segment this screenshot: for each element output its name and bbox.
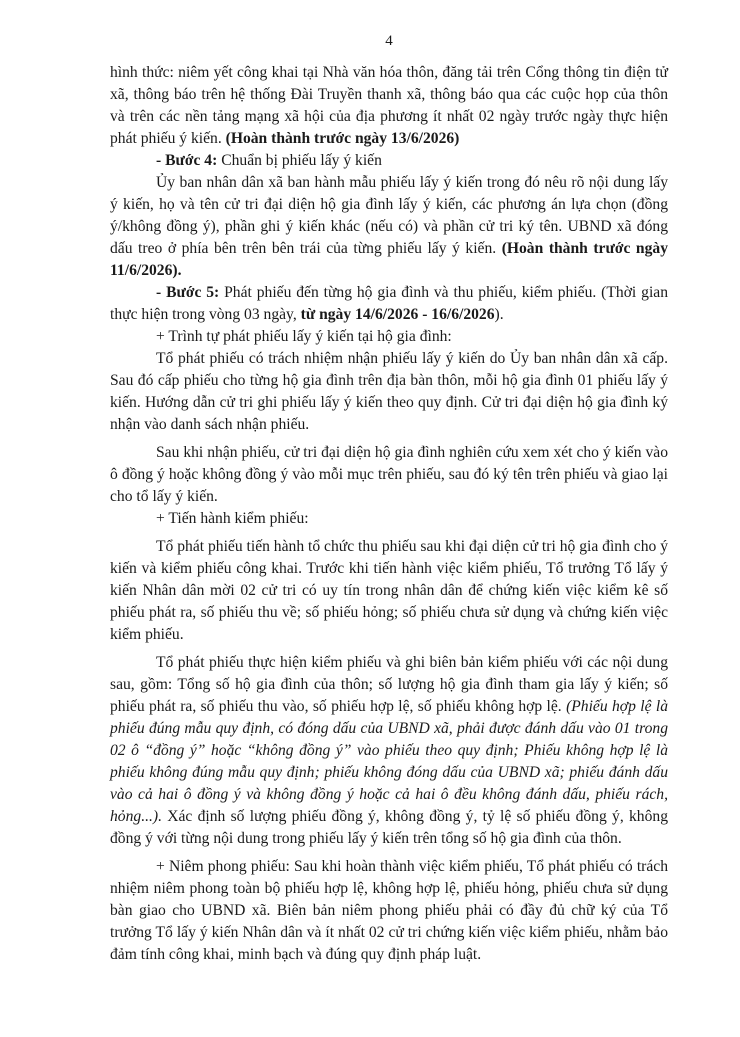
valid-ballot-definition: (Phiếu hợp lệ là phiếu đúng mẫu quy định, có đóng dấu của UBND xã, phải được đánh dấu vào 01 trong 02 ô “đồng ý” hoặc “không đồng ý” vào phiếu theo quy định; Phiếu không hợp lệ là phiếu không đúng mẫu quy định; phiếu không đóng dấu của UBND xã; phiếu đánh dấu vào cả hai ô đồng ý và không đồng ý hoặc cả hai ô đều không đánh dấu, phiếu rách, hỏng...). [110,698,668,825]
step-text: Phát phiếu đến từng hộ gia đình và thu phiếu, kiểm phiếu. (Thời gian thực hiện trong vòng 03 ngày, [110,284,668,323]
page-number: 4 [385,33,393,49]
paragraph-distribution: Tổ phát phiếu có trách nhiệm nhận phiếu lấy ý kiến do Ủy ban nhân dân xã cấp. Sau đó cấp phiếu cho từng hộ gia đình trên địa bàn thôn, mỗi hộ gia đình 01 phiếu lấy ý kiến. Hướng dẫn cử tri ghi phiếu lấy ý kiến theo quy định. Cử tri đại diện hộ gia đình ký nhận vào danh sách nhận phiếu. [110,350,668,433]
step-text-end: ). [494,306,504,323]
paragraph-counting-minutes [110,652,668,850]
paragraph-text: Ủy ban nhân dân xã ban hành mẫu phiếu lấy ý kiến trong đó nêu rõ nội dung lấy ý kiến, họ và tên cử tri đại diện hộ gia đình lấy ý kiến, các phương án lựa chọn (đồng ý/không đồng ý), phần ghi ý kiến khác (nếu có) và phần cử tri ký tên. UBND xã đóng dấu treo ở phía bên trên bên trái của từng phiếu lấy ý kiến. [110,174,668,257]
deadline-text: (Hoàn thành trước ngày 11/6/2026). [110,240,668,279]
paragraph-voter-response: Sau khi nhận phiếu, cử tri đại diện hộ gia đình nghiên cứu xem xét cho ý kiến vào ô đồng ý hoặc không đồng ý vào mỗi mục trên phiếu, sau đó ký tên trên phiếu và giao lại cho tổ lấy ý kiến. [110,444,668,505]
subheading-distribution: + Trình tự phát phiếu lấy ý kiến tại hộ gia đình: [156,328,452,345]
paragraph-text: Tổ phát phiếu thực hiện kiểm phiếu và ghi biên bản kiểm phiếu với các nội dung sau, gồm: Tổng số hộ gia đình của thôn; số lượng hộ gia đình tham gia lấy ý kiến; số phiếu phát ra, số phiếu thu vào, số phiếu hợp lệ, số phiếu không hợp lệ. [110,654,668,715]
paragraph-text: hình thức: niêm yết công khai tại Nhà văn hóa thôn, đăng tải trên Cổng thông tin điện tử xã, thông báo trên hệ thống Đài Truyền thanh xã, thông báo qua các cuộc họp của thôn và trên các nền tảng mạng xã hội của địa phương ít nhất 02 ngày trước ngày thực hiện phát phiếu ý kiến. [110,64,668,147]
step-label: - Bước 4: [156,152,218,169]
paragraph-publicity [110,62,668,150]
paragraph-text-end: Xác định số lượng phiếu đồng ý, không đồng ý, tỷ lệ số phiếu đồng ý, không đồng ý với từng nội dung trong phiếu lấy ý kiến trên tổng số hộ gia đình của thôn. [110,808,668,847]
step-4-heading [110,150,668,172]
step-label: - Bước 5: [156,284,220,301]
step-text: Chuẩn bị phiếu lấy ý kiến [217,152,382,169]
subheading-counting: + Tiến hành kiểm phiếu: [156,510,309,527]
deadline-text: (Hoàn thành trước ngày 13/6/2026) [225,130,460,147]
paragraph-ballot-form [110,172,668,282]
paragraph-counting: Tổ phát phiếu tiến hành tổ chức thu phiếu sau khi đại diện cử tri hộ gia đình cho ý kiến và kiểm phiếu công khai. Trước khi tiến hành việc kiểm phiếu, Tổ trưởng Tổ lấy ý kiến Nhân dân mời 02 cử tri có uy tín trong nhân dân để chứng kiến việc kiểm kê số phiếu phát ra, số phiếu thu về; số phiếu hỏng; số phiếu chưa sử dụng và chứng kiến việc kiểm phiếu. [110,538,668,643]
date-range: từ ngày 14/6/2026 - 16/6/2026 [300,306,495,323]
step-5-heading [110,282,668,326]
paragraph-sealing: + Niêm phong phiếu: Sau khi hoàn thành việc kiểm phiếu, Tổ phát phiếu có trách nhiệm niêm phong toàn bộ phiếu hợp lệ, không hợp lệ, phiếu hỏng, phiếu chưa sử dụng bàn giao cho UBND xã. Biên bản niêm phong phiếu phải có đầy đủ chữ ký của Tổ trưởng Tổ lấy ý kiến Nhân dân và ít nhất 02 cử tri chứng kiến việc kiểm phiếu, nhằm bảo đảm tính công khai, minh bạch và đúng quy định pháp luật. [110,858,668,963]
